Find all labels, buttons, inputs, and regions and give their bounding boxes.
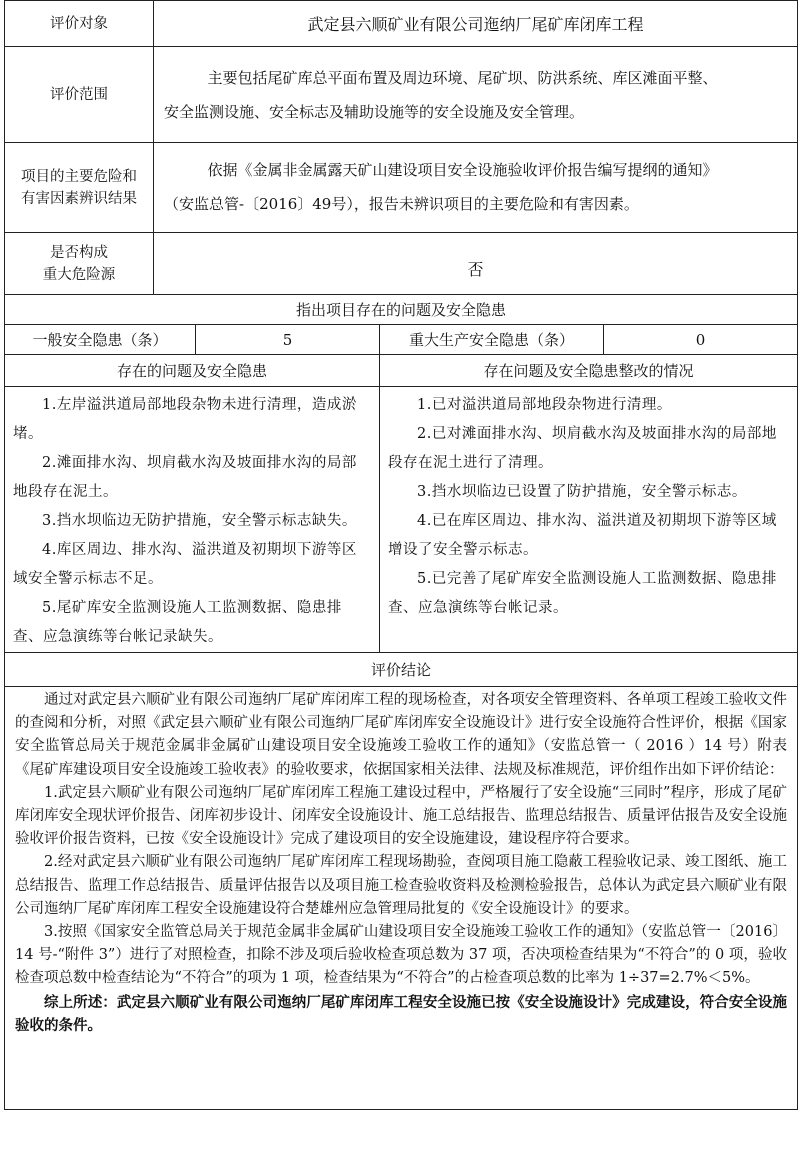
row-hazard-identification	[5, 142, 797, 232]
major-hazard-label-line-2: 重大危险源	[42, 266, 116, 283]
problem-item: 5.尾矿库安全监测设施人工监测数据、隐患排查、应急演练等台帐记录缺失。	[13, 600, 342, 645]
general-hazard-count: 5	[195, 325, 379, 354]
general-hazard-label: 一般安全隐患（条）	[32, 331, 168, 349]
object-label: 评价对象	[50, 15, 108, 32]
major-hazard-count: 0	[603, 325, 797, 354]
major-hazard-label-line-1: 是否构成	[50, 244, 108, 261]
row-column-headers	[5, 354, 797, 386]
rectification-item: 2.已对滩面排水沟、坝肩截水沟及坡面排水沟的局部地段存在泥土进行了清理。	[388, 426, 777, 471]
rectifications-list	[379, 387, 797, 652]
row-major-hazard	[5, 232, 797, 294]
major-hazard-label	[5, 233, 153, 294]
conclusion-header: 评价结论	[5, 652, 797, 686]
row-hazard-counts	[5, 324, 797, 354]
row-evaluation-object	[5, 0, 797, 46]
hazards-text	[153, 143, 797, 232]
rectification-item: 1.已对溢洪道局部地段杂物进行清理。	[417, 397, 672, 413]
rectification-item: 3.挡水坝临边已设置了防护措施，安全警示标志。	[417, 484, 747, 500]
rectification-column-header: 存在问题及安全隐患整改的情况	[379, 355, 797, 386]
problem-item: 4.库区周边、排水沟、溢洪道及初期坝下游等区域安全警示标志不足。	[13, 542, 357, 587]
problem-item: 3.挡水坝临边无防护措施，安全警示标志缺失。	[42, 513, 357, 529]
hazards-line-1: 依据《金属非金属露天矿山建设项目安全设施验收评价报告编写提纲的通知》	[207, 161, 718, 179]
scope-text	[153, 47, 797, 142]
object-value: 武定县六顺矿业有限公司迤纳厂尾矿库闭库工程	[153, 1, 797, 46]
conclusion-body	[5, 686, 797, 1109]
conclusion-intro: 通过对武定县六顺矿业有限公司迤纳厂尾矿库闭库工程的现场检查，对各项安全管理资料、各单项工程竣工验收文件的查阅和分析，对照《武定县六顺矿业有限公司迤纳厂尾矿库闭库安全设施设计》进行安全设施符合性评价，根据《国家安全监管总局关于规范金属非金属矿山建设项目安全设施竣工验收工作的通知》（安监总管一（ 2016 ）14 号）附表《尾矿库建设项目安全设施竣工验收表》的验收要求，依据国家相关法律、法规及标准规范，评价组作出如下评价结论：	[15, 692, 787, 778]
problems-list	[5, 387, 379, 652]
hazards-line-2: （安监总管-〔2016〕49号），报告未辨识项目的主要危险和有害因素。	[164, 195, 639, 213]
conclusion-point-3: 3.按照《国家安全监管总局关于规范金属非金属矿山建设项目安全设施竣工验收工作的通知》（安监总管一〔2016〕14 号-“附件 3”）进行了对照检查，扣除不涉及项后验收检查项总数为 37 项，否决项检查结果为“不符合”的 0 项，验收检查项总数中检查结论为“不符合”的项为 1 项，检查结果为“不符合”的占检查项总数的比率为 1÷37=2.7%＜5%。	[15, 924, 787, 987]
rectification-item: 4.已在库区周边、排水沟、溢洪道及初期坝下游等区域增设了安全警示标志。	[388, 513, 777, 558]
conclusion-point-1: 1.武定县六顺矿业有限公司迤纳厂尾矿库闭库工程施工建设过程中，严格履行了安全设施“三同时”程序，形成了尾矿库闭库安全现状评价报告、闭库初步设计、闭库安全设施设计、施工总结报告、监理总结报告、质量评估报告及安全设施验收评价报告资料，已按《安全设施设计》完成了建设项目的安全设施建设，建设程序符合要求。	[15, 784, 787, 848]
row-evaluation-scope	[5, 46, 797, 142]
row-problems-and-rectifications	[5, 386, 797, 652]
scope-line-1: 主要包括尾矿库总平面布置及周边环境、尾矿坝、防洪系统、库区滩面平整、	[207, 69, 718, 87]
conclusion-point-2: 2.经对武定县六顺矿业有限公司迤纳厂尾矿库闭库工程现场勘验，查阅项目施工隐蔽工程验收记录、竣工图纸、施工总结报告、监理工作总结报告、质量评估报告以及项目施工检查验收资料及检测检验报告，总体认为武定县六顺矿业有限公司迤纳厂尾矿库闭库工程安全设施建设符合楚雄州应急管理局批复的《安全设施设计》的要求。	[15, 854, 787, 917]
problem-item: 1.左岸溢洪道局部地段杂物未进行清理，造成淤堵。	[13, 397, 357, 442]
conclusion-summary: 综上所述：武定县六顺矿业有限公司迤纳厂尾矿库闭库工程安全设施已按《安全设施设计》完成建设，符合安全设施验收的条件。	[15, 993, 787, 1034]
problem-item: 2.滩面排水沟、坝肩截水沟及坡面排水沟的局部地段存在泥土。	[13, 455, 357, 500]
problems-column-header: 存在的问题及安全隐患	[116, 362, 267, 380]
major-hazard-label-count: 重大生产安全隐患（条）	[379, 325, 603, 354]
scope-line-2: 安全监测设施、安全标志及辅助设施等的安全设施及安全管理。	[164, 103, 585, 121]
evaluation-summary-table	[4, 0, 798, 1110]
major-hazard-value: 否	[153, 233, 797, 294]
rectification-item: 5.已完善了尾矿库安全监测设施人工监测数据、隐患排查、应急演练等台帐记录。	[388, 571, 777, 616]
issues-header: 指出项目存在的问题及安全隐患	[5, 294, 797, 324]
hazards-label: 项目的主要危险和有害因素辨识结果	[21, 168, 137, 207]
scope-label: 评价范围	[50, 86, 108, 103]
